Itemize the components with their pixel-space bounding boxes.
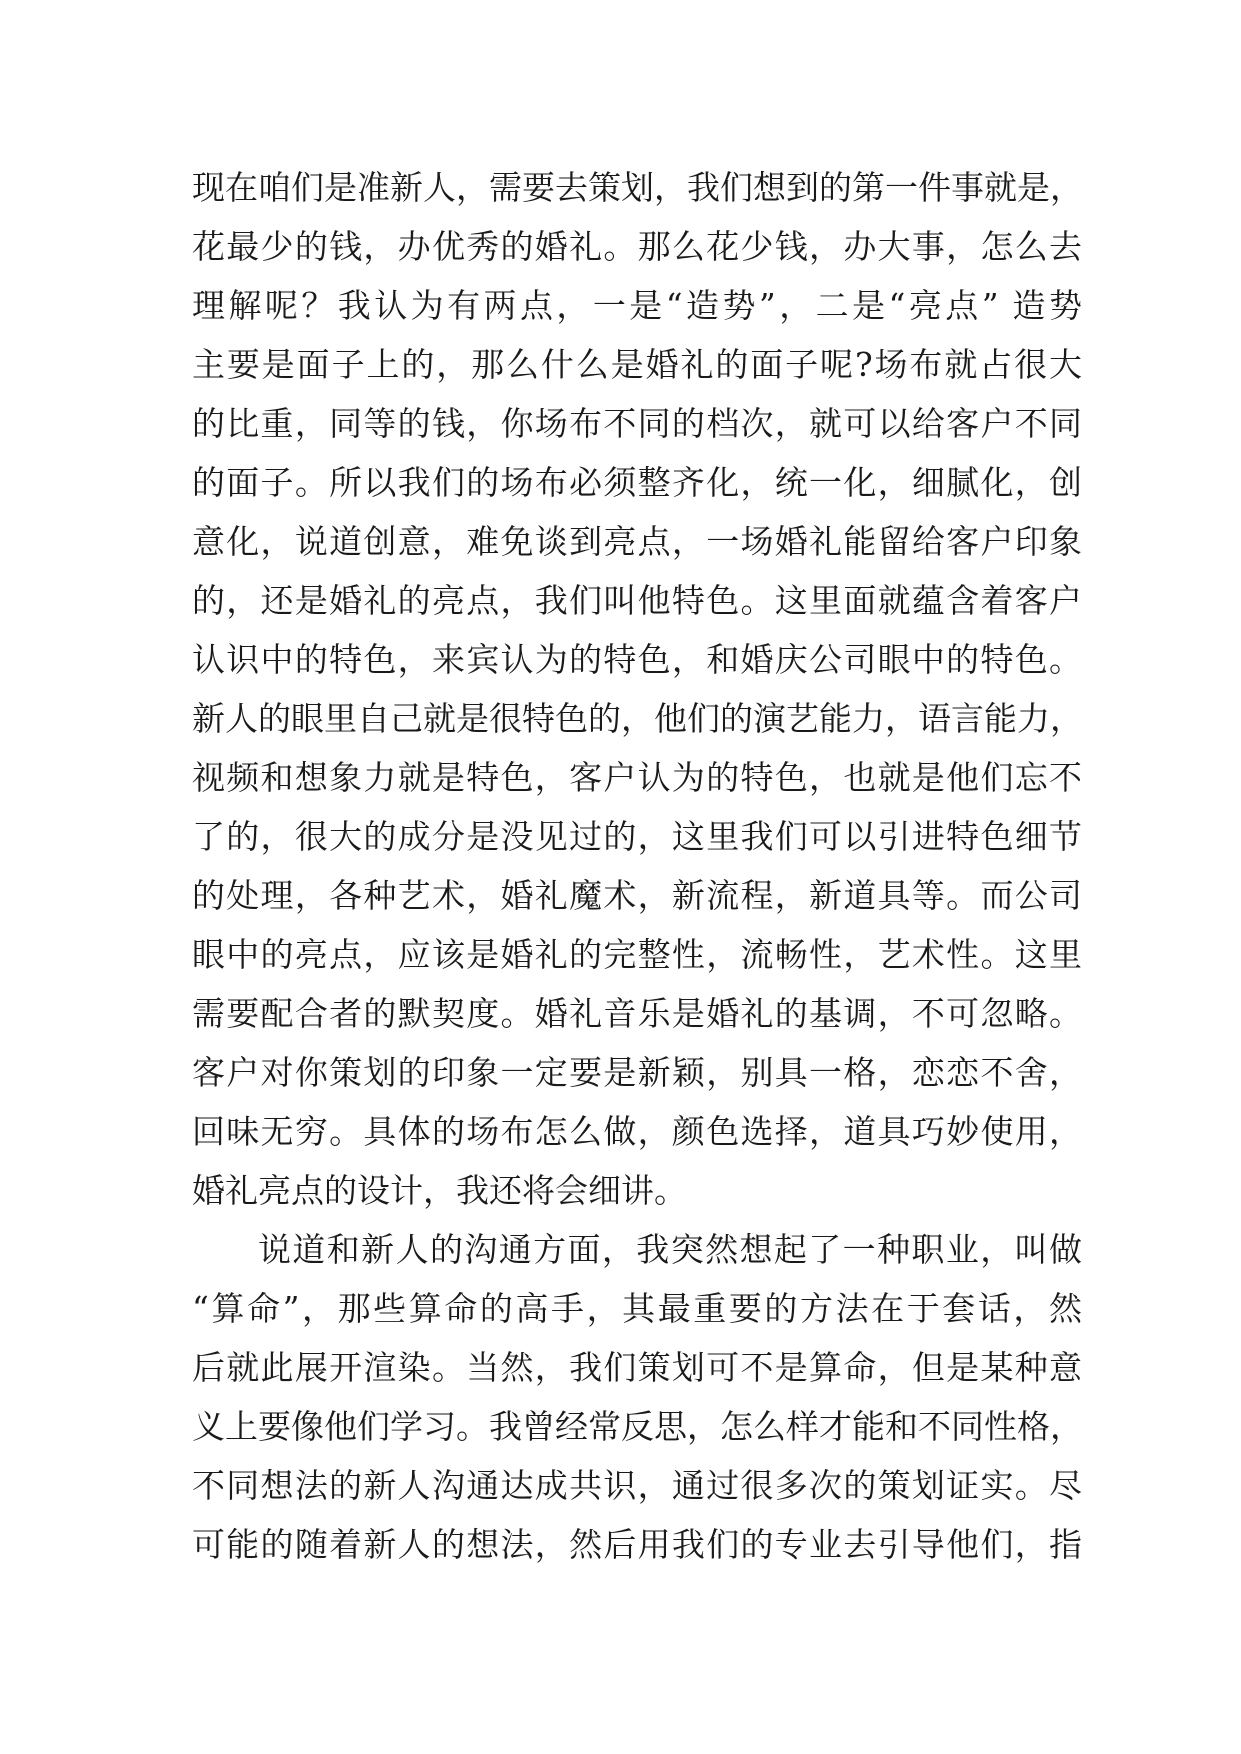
text-line: 的比重，同等的钱，你场布不同的档次，就可以给客户不同: [192, 404, 1082, 443]
text-line: 不同想法的新人沟通达成共识，通过很多次的策划证实。尽: [192, 1466, 1082, 1505]
text-line: 新人的眼里自己就是很特色的，他们的演艺能力，语言能力，: [192, 699, 1083, 738]
paragraph: [192, 1220, 1082, 1574]
document-body: [192, 158, 1082, 1574]
text-line: 需要配合者的默契度。婚礼音乐是婚礼的基调，不可忽略。: [192, 994, 1082, 1033]
text-line: 主要是面子上的，那么什么是婚礼的面子呢?场布就占很大: [192, 345, 1082, 384]
text-line: 花最少的钱，办优秀的婚礼。那么花少钱，办大事，怎么去: [192, 227, 1082, 266]
text-line: 理解呢？我认为有两点，一是“造势”，二是“亮点” 造势: [192, 286, 1082, 325]
text-line: 婚礼亮点的设计，我还将会细讲。: [192, 1171, 687, 1210]
text-line: 的处理，各种艺术，婚礼魔术，新流程，新道具等。而公司: [192, 876, 1082, 915]
text-line: 的，还是婚礼的亮点，我们叫他特色。这里面就蕴含着客户: [192, 581, 1082, 620]
text-line: 后就此展开渲染。当然，我们策划可不是算命，但是某种意: [192, 1348, 1082, 1387]
text-line: 回味无穷。具体的场布怎么做，颜色选择，道具巧妙使用，: [192, 1112, 1082, 1151]
text-line: 可能的随着新人的想法，然后用我们的专业去引导他们，指: [192, 1525, 1082, 1564]
text-line: 视频和想象力就是特色，客户认为的特色，也就是他们忘不: [192, 758, 1082, 797]
text-line: 意化，说道创意，难免谈到亮点，一场婚礼能留给客户印象: [192, 522, 1082, 561]
text-line: 认识中的特色，来宾认为的特色，和婚庆公司眼中的特色。: [192, 640, 1082, 679]
text-line: 了的，很大的成分是没见过的，这里我们可以引进特色细节: [192, 817, 1082, 856]
text-line: 的面子。所以我们的场布必须整齐化，统一化，细腻化，创: [192, 463, 1082, 502]
text-line: 义上要像他们学习。我曾经常反思，怎么样才能和不同性格，: [192, 1407, 1083, 1446]
text-line: “算命”，那些算命的高手，其最重要的方法在于套话，然: [192, 1289, 1082, 1328]
text-line: 客户对你策划的印象一定要是新颖，别具一格，恋恋不舍，: [192, 1053, 1082, 1092]
paragraph: [192, 158, 1082, 1220]
text-line: 说道和新人的沟通方面，我突然想起了一种职业，叫做: [258, 1230, 1082, 1269]
text-line: 现在咱们是准新人，需要去策划，我们想到的第一件事就是，: [192, 168, 1083, 207]
text-line: 眼中的亮点，应该是婚礼的完整性，流畅性，艺术性。这里: [192, 935, 1082, 974]
